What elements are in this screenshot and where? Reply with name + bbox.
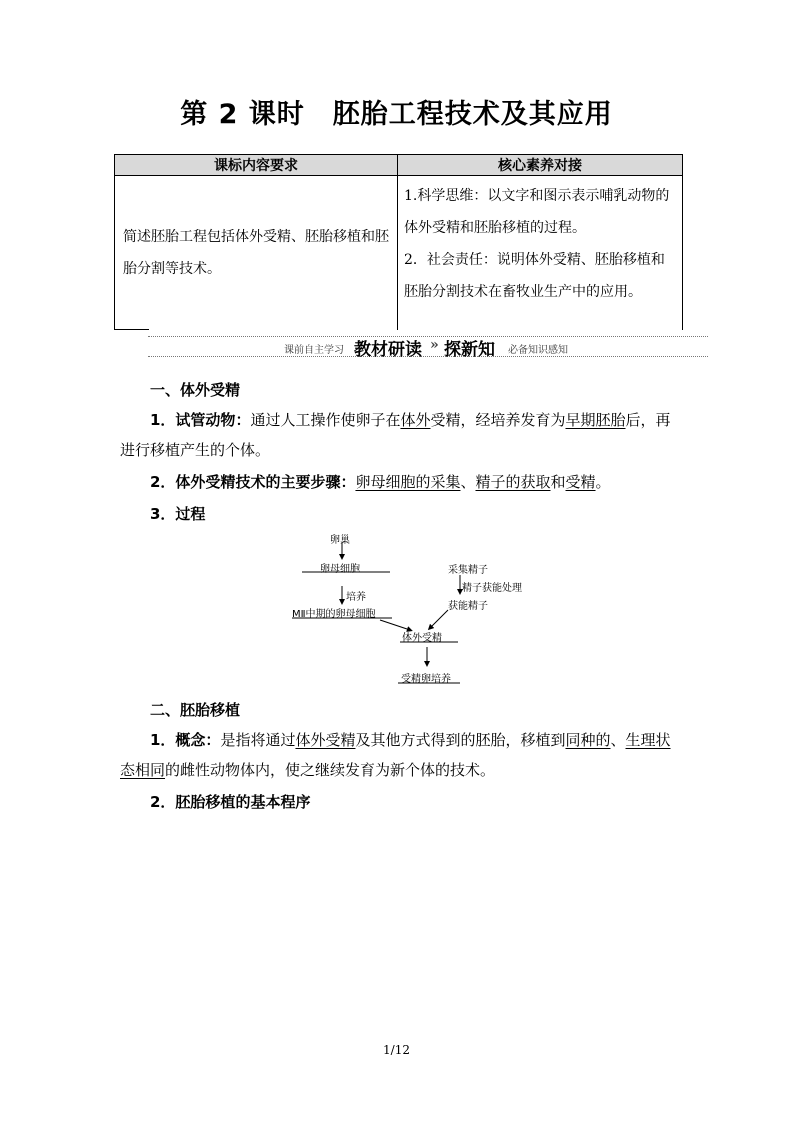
arrow-sperm-to-ivf: [430, 610, 448, 628]
section1-process-label: 3．过程: [150, 505, 206, 523]
section2-procedure-label: 2．胚胎移植的基本程序: [150, 793, 311, 811]
section1-paragraph2: 2．体外受精技术的主要步骤：卵母细胞的采集、精子的获取和受精。: [150, 473, 611, 491]
banner-title-part1: 教材研读: [354, 340, 422, 360]
label-ivf: 体外受精: [402, 633, 442, 644]
table-cell-standards: [115, 176, 398, 331]
standards-table: [114, 154, 683, 330]
label-oocyte: 卵母细胞: [320, 564, 360, 575]
table-header-standards: 课标内容要求: [115, 155, 398, 176]
label-mii-oocyte: MⅡ中期的卵母细胞: [292, 609, 376, 620]
standards-text: 简述胚胎工程包括体外受精、胚胎移植和胚胎分割等技术。: [123, 229, 389, 277]
table-cell-literacy: [398, 176, 683, 331]
banner-bottom-rule: [148, 356, 708, 357]
section1-paragraph1: 1．试管动物：通过人工操作使卵子在体外受精，经培养发育为早期胚胎后，再进行移植产生的个体。: [120, 411, 671, 459]
page-number: 1/12: [383, 1043, 410, 1057]
label-capacitated-sperm: 获能精子: [448, 601, 488, 612]
section2-paragraph1: 1．概念：是指将通过体外受精及其他方式得到的胚胎，移植到同种的、生理状态相同的雌性动物体内，使之继续发育为新个体的技术。: [120, 731, 671, 779]
section1-heading: 一、体外受精: [150, 381, 241, 399]
literacy-item-1: 1.科学思维：以文字和图示表示哺乳动物的体外受精和胚胎移植的过程。: [404, 188, 670, 236]
banner-left-caption: 课前自主学习: [284, 345, 344, 356]
banner-right-caption: 必备知识感知: [508, 345, 568, 356]
section2-heading: 二、胚胎移植: [150, 701, 241, 719]
banner-title-part2: 探新知: [444, 340, 495, 360]
ivf-process-diagram: [290, 530, 550, 690]
table-bottom-border: [114, 329, 149, 330]
label-ovary: 卵巢: [330, 535, 350, 546]
banner-top-rule: [148, 336, 708, 337]
banner-arrow-icon: »: [430, 337, 439, 353]
table-header-literacy: 核心素养对接: [398, 155, 683, 176]
label-culture: 培养: [346, 592, 366, 603]
label-capacitation: 精子获能处理: [462, 583, 522, 594]
label-zygote-culture: 受精卵培养: [401, 674, 451, 685]
literacy-item-2: 2．社会责任：说明体外受精、胚胎移植和胚胎分割技术在畜牧业生产中的应用。: [404, 252, 665, 300]
section-banner: [148, 334, 708, 360]
page-title: 第 2 课时 胚胎工程技术及其应用: [180, 99, 613, 130]
label-collect-sperm: 采集精子: [448, 565, 488, 576]
